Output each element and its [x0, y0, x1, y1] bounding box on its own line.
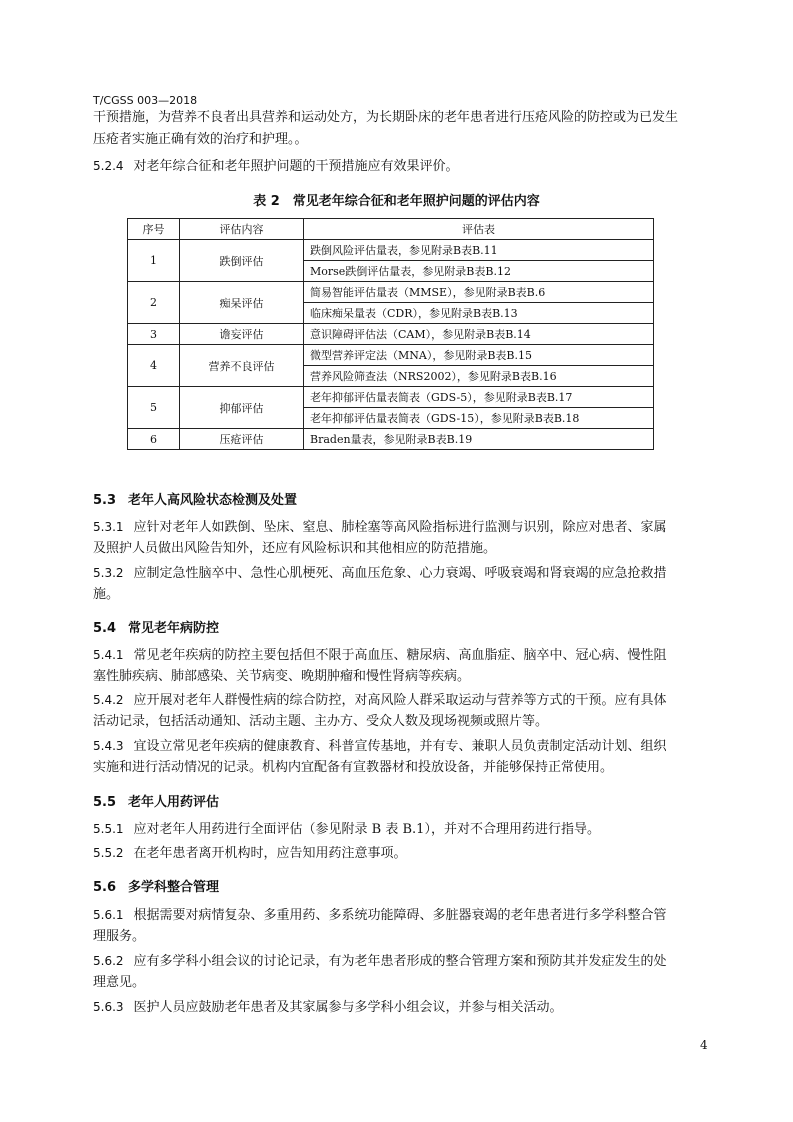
clause-number: 5.5.1	[93, 822, 124, 836]
row-tool: 简易智能评估量表（MMSE），参见附录B表B.6	[304, 282, 654, 303]
row-tool: 老年抑郁评估量表简表（GDS-5），参见附录B表B.17	[304, 387, 654, 408]
row-content: 抑郁评估	[180, 387, 304, 429]
clause-number: 5.6.1	[93, 908, 124, 922]
section-title: 多学科整合管理	[128, 880, 220, 895]
clause-5-6-2	[93, 951, 708, 972]
clause-5-3-1	[93, 517, 708, 538]
row-no: 4	[128, 345, 180, 387]
section-title: 老年人高风险状态检测及处置	[128, 493, 298, 508]
table-row	[128, 324, 654, 345]
clause-number: 5.5.2	[93, 846, 124, 860]
assessment-table	[127, 218, 654, 450]
clause-5-6-1-cont: 理服务。	[93, 929, 146, 944]
row-tool: 跌倒风险评估量表，参见附录B表B.11	[304, 240, 654, 261]
clause-text: 根据需要对病情复杂、多重用药、多系统功能障碍、多脏器衰竭的老年患者进行多学科整合管	[133, 908, 667, 923]
row-no: 5	[128, 387, 180, 429]
table-row	[128, 387, 654, 408]
table-row	[128, 282, 654, 303]
section-number: 5.6	[93, 880, 117, 895]
table-header-row	[128, 219, 654, 240]
table-row	[128, 240, 654, 261]
header-no: 序号	[128, 219, 180, 240]
section-title: 老年人用药评估	[128, 795, 220, 810]
table-row	[128, 345, 654, 366]
row-tool: 临床痴呆量表（CDR），参见附录B表B.13	[304, 303, 654, 324]
row-tool: 老年抑郁评估量表简表（GDS-15），参见附录B表B.18	[304, 408, 654, 429]
clause-5-6-1	[93, 905, 708, 926]
clause-text: 应有多学科小组会议的讨论记录，有为老年患者形成的整合管理方案和预防其并发症发生的处	[133, 954, 667, 969]
header-tool: 评估表	[304, 219, 654, 240]
clause-text: 常见老年疾病的防控主要包括但不限于高血压、糖尿病、高血脂症、脑卒中、冠心病、慢性阻	[133, 648, 667, 663]
clause-5-4-1	[93, 645, 708, 666]
clause-number: 5.4.3	[93, 739, 124, 753]
row-content: 压疮评估	[180, 429, 304, 450]
row-no: 1	[128, 240, 180, 282]
row-no: 3	[128, 324, 180, 345]
clause-5-4-2	[93, 690, 708, 711]
clause-text: 应对老年人用药进行全面评估（参见附录 B 表 B.1），并对不合理用药进行指导。	[133, 822, 600, 837]
clause-5-2-4	[93, 156, 708, 177]
row-content: 痴呆评估	[180, 282, 304, 324]
clause-5-3-1-cont: 及照护人员做出风险告知外，还应有风险标识和其他相应的防范措施。	[93, 541, 497, 556]
clause-5-5-2	[93, 843, 708, 864]
row-no: 6	[128, 429, 180, 450]
section-heading-5-3	[93, 489, 297, 508]
section-number: 5.4	[93, 621, 117, 636]
section-heading-5-6	[93, 876, 219, 895]
row-content: 跌倒评估	[180, 240, 304, 282]
row-content: 营养不良评估	[180, 345, 304, 387]
clause-text: 对老年综合征和老年照护问题的干预措施应有效果评价。	[133, 159, 459, 174]
row-tool: 营养风险筛查法（NRS2002），参见附录B表B.16	[304, 366, 654, 387]
clause-number: 5.6.2	[93, 954, 124, 968]
clause-5-6-2-cont: 理意见。	[93, 975, 146, 990]
clause-5-4-1-cont: 塞性肺疾病、肺部感染、关节病变、晚期肿瘤和慢性肾病等疾病。	[93, 669, 471, 684]
section-number: 5.3	[93, 493, 117, 508]
standard-code: T/CGSS 003—2018	[93, 94, 198, 107]
clause-text: 医护人员应鼓励老年患者及其家属参与多学科小组会议，并参与相关活动。	[133, 1000, 563, 1015]
clause-5-4-3-cont: 实施和进行活动情况的记录。机构内宜配备有宣教器材和投放设备，并能够保持正常使用。	[93, 760, 614, 775]
row-tool: 微型营养评定法（MNA），参见附录B表B.15	[304, 345, 654, 366]
row-tool: Morse跌倒评估量表，参见附录B表B.12	[304, 261, 654, 282]
clause-number: 5.3.2	[93, 566, 124, 580]
clause-5-5-1	[93, 819, 708, 840]
clause-text: 应针对老年人如跌倒、坠床、窒息、肺栓塞等高风险指标进行监测与识别，除应对患者、家属	[133, 520, 667, 535]
row-content: 谵妄评估	[180, 324, 304, 345]
row-no: 2	[128, 282, 180, 324]
clause-5-4-2-cont: 活动记录，包括活动通知、活动主题、主办方、受众人数及现场视频或照片等。	[93, 714, 549, 729]
clause-5-4-3	[93, 736, 708, 757]
clause-number: 5.2.4	[93, 159, 124, 173]
clause-number: 5.6.3	[93, 1000, 124, 1014]
clause-text: 应开展对老年人群慢性病的综合防控，对高风险人群采取运动与营养等方式的干预。应有具体	[133, 693, 667, 708]
intro-line-1: 干预措施，为营养不良者出具营养和运动处方，为长期卧床的老年患者进行压疮风险的防控或为已发生	[93, 110, 679, 125]
intro-line-2: 压疮者实施正确有效的治疗和护理。。	[93, 132, 308, 147]
section-heading-5-5	[93, 791, 219, 810]
clause-number: 5.3.1	[93, 520, 124, 534]
header-content: 评估内容	[180, 219, 304, 240]
clause-number: 5.4.2	[93, 693, 124, 707]
row-tool: Braden量表，参见附录B表B.19	[304, 429, 654, 450]
table-row	[128, 429, 654, 450]
clause-5-3-2-cont: 施。	[93, 587, 120, 602]
clause-text: 应制定急性脑卒中、急性心肌梗死、高血压危象、心力衰竭、呼吸衰竭和肾衰竭的应急抢救措	[133, 566, 667, 581]
table-caption: 表 2 常见老年综合征和老年照护问题的评估内容	[253, 194, 540, 209]
clause-text: 宜设立常见老年疾病的健康教育、科普宣传基地，并有专、兼职人员负责制定活动计划、组织	[133, 739, 667, 754]
page-number: 4	[700, 1038, 708, 1052]
clause-5-3-2	[93, 563, 708, 584]
clause-number: 5.4.1	[93, 648, 124, 662]
section-title: 常见老年病防控	[128, 621, 220, 636]
clause-text: 在老年患者离开机构时，应告知用药注意事项。	[133, 846, 407, 861]
section-number: 5.5	[93, 795, 117, 810]
row-tool: 意识障碍评估法（CAM），参见附录B表B.14	[304, 324, 654, 345]
clause-5-6-3	[93, 997, 708, 1018]
section-heading-5-4	[93, 617, 219, 636]
